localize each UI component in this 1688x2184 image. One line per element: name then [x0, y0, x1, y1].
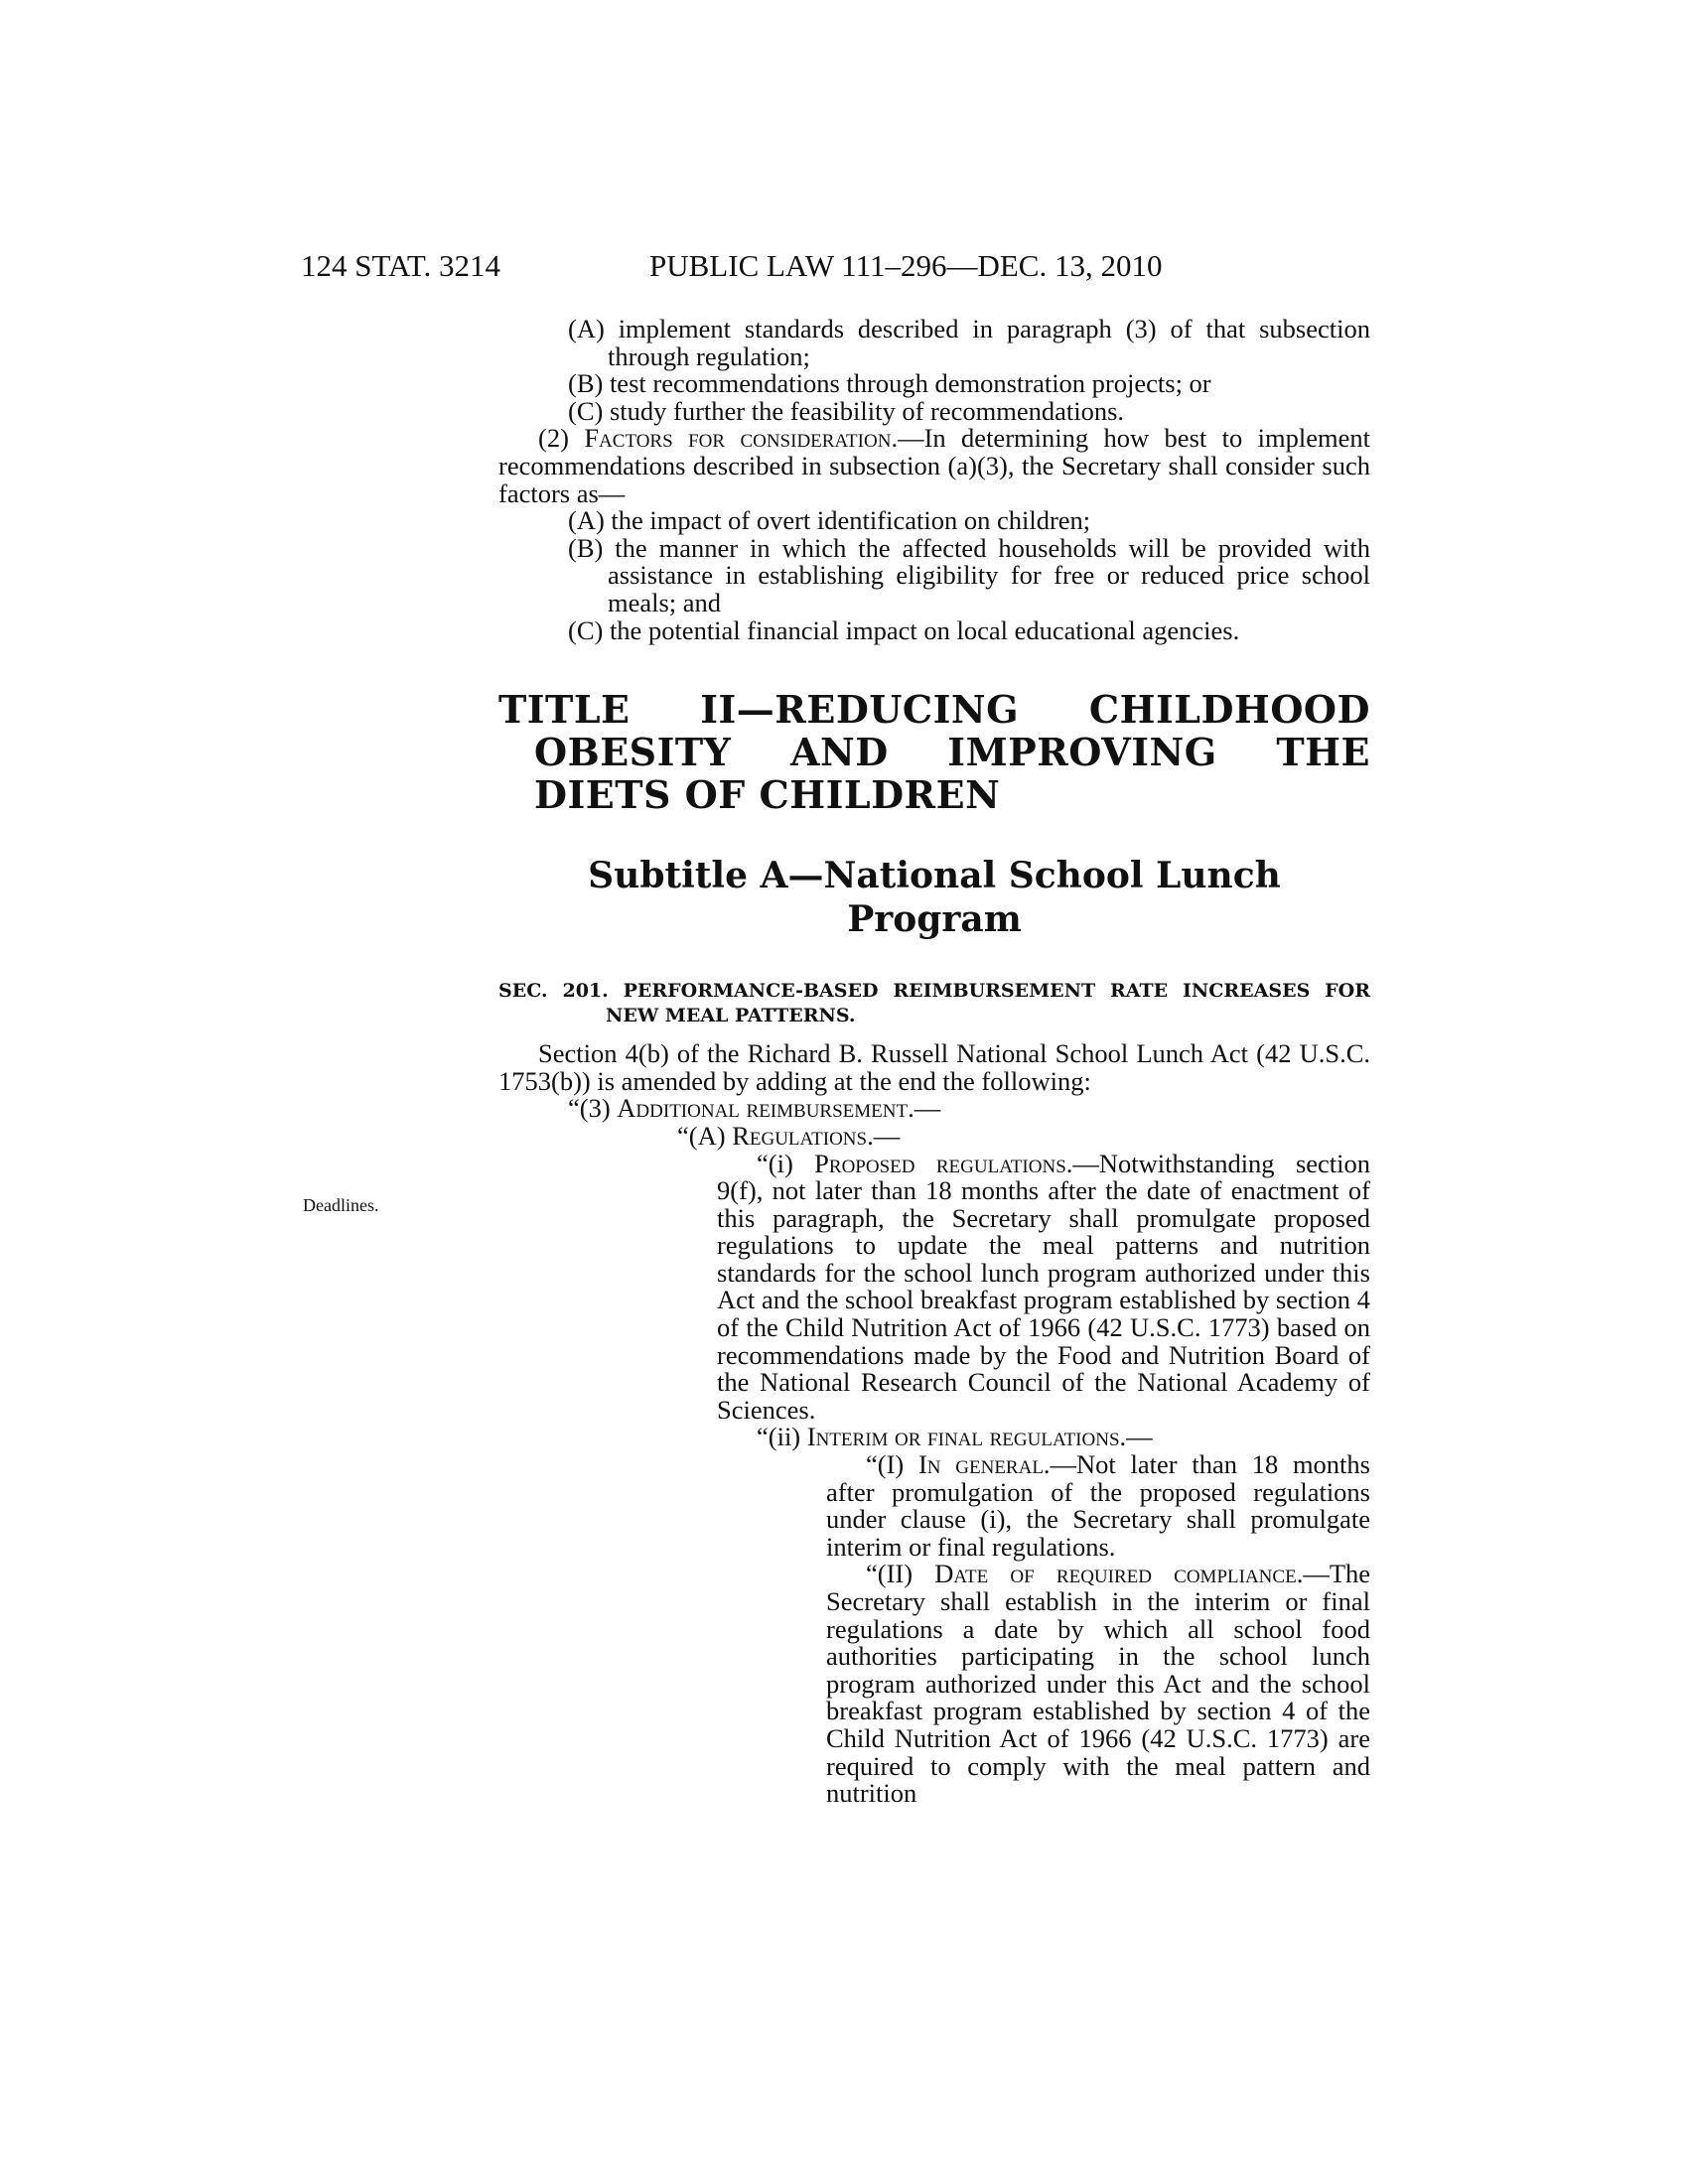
item-c: (C) study further the feasibility of recommendations.	[568, 395, 1125, 426]
para-3	[498, 1095, 1370, 1123]
paragraph-factors	[498, 425, 1370, 507]
para-a-heading: Regulations	[732, 1120, 868, 1151]
factor-c: (C) the potential financial impact on local educational agencies.	[568, 614, 1240, 645]
subclause-II	[498, 1561, 1370, 1807]
clause-ii-num: “(ii)	[757, 1422, 807, 1452]
factors-num: (2)	[538, 423, 585, 454]
factor-a: (A) the impact of overt identification on children;	[568, 505, 1091, 536]
subclause-I-heading: In general	[917, 1449, 1044, 1480]
factor-b: (B) the manner in which the affected households will be provided with assistance in establishing eligibility for free or reduced price school meals; and	[568, 532, 1370, 617]
title-heading: TITLE II—REDUCING CHILDHOOD OBESITY AND IMPROVING THE DIETS OF CHILDREN	[498, 687, 1370, 818]
section-heading: SEC. 201. PERFORMANCE-BASED REIMBURSEMENT RATE INCREASES FOR NEW MEAL PATTERNS.	[498, 980, 1370, 1027]
item-a: (A) implement standards described in paragraph (3) of that subsection through regulation;	[568, 314, 1370, 371]
clause-i	[498, 1148, 1371, 1425]
factors-heading: Factors for consideration	[584, 423, 892, 454]
clause-ii-dash: .—	[1119, 1422, 1153, 1452]
para-3-heading: Additional reimbursement	[617, 1093, 909, 1124]
body-column	[498, 316, 1370, 1808]
subtitle-heading: Subtitle A—National School Lunch Program	[588, 855, 1281, 941]
subclause-I-num: “(I)	[866, 1449, 918, 1480]
subclause-II-num: “(II)	[866, 1559, 935, 1589]
running-header: PUBLIC LAW 111–296—DEC. 13, 2010	[649, 248, 1163, 283]
clause-i-num: “(i)	[757, 1148, 815, 1178]
para-3-dash: .—	[908, 1093, 941, 1124]
section-intro: Section 4(b) of the Richard B. Russell National School Lunch Act (42 U.S.C. 1753(b)) is amended by adding at the end the following:	[498, 1038, 1370, 1096]
para-3-num: “(3)	[568, 1093, 618, 1124]
factors-body: .—In determining how best to implement recommendations described in subsection (a)(3), the Secretary shall consider such factors as—	[498, 423, 1370, 508]
subclause-I-body: .—Not later than 18 months after promulgation of the proposed regulations under clause (i), the Secretary shall promulgate interim or final regulations.	[826, 1449, 1370, 1562]
subclause-I	[498, 1451, 1370, 1561]
clause-ii	[498, 1424, 1370, 1451]
clause-ii-heading: Interim or final regulations	[806, 1422, 1120, 1452]
para-a-dash: .—	[867, 1120, 901, 1151]
para-a	[498, 1120, 1370, 1151]
subclause-II-body: .—The Secretary shall establish in the interim or final regulations a date by which all school food authorities participating in the school lunch program authorized under this Act and the school breakfast program established by section 4 of the Child Nutrition Act of 1966 (42 U.S.C. 1773) are required to comply with the meal pattern and nutrition	[826, 1559, 1371, 1809]
clause-i-heading: Proposed regulations	[814, 1148, 1066, 1178]
para-a-num: “(A)	[677, 1120, 733, 1151]
page-stat-citation: 124 STAT. 3214	[301, 248, 501, 283]
subclause-II-heading: Date of required compliance	[934, 1559, 1297, 1589]
item-b: (B) test recommendations through demonstration projects; or	[568, 368, 1211, 399]
margin-note: Deadlines.	[303, 1195, 379, 1215]
clause-i-body: .—Notwithstanding section 9(f), not later than 18 months after the date of enactment of this paragraph, the Secretary shall promulgate proposed regulations to update the meal patterns and nutrition standards for the school lunch program authorized under this Act and the school breakfast program established by section 4 of the Child Nutrition Act of 1966 (42 U.S.C. 1773) based on recommendations made by the Food and Nutrition Board of the National Research Council of the National Academy of Sciences.	[717, 1148, 1371, 1425]
